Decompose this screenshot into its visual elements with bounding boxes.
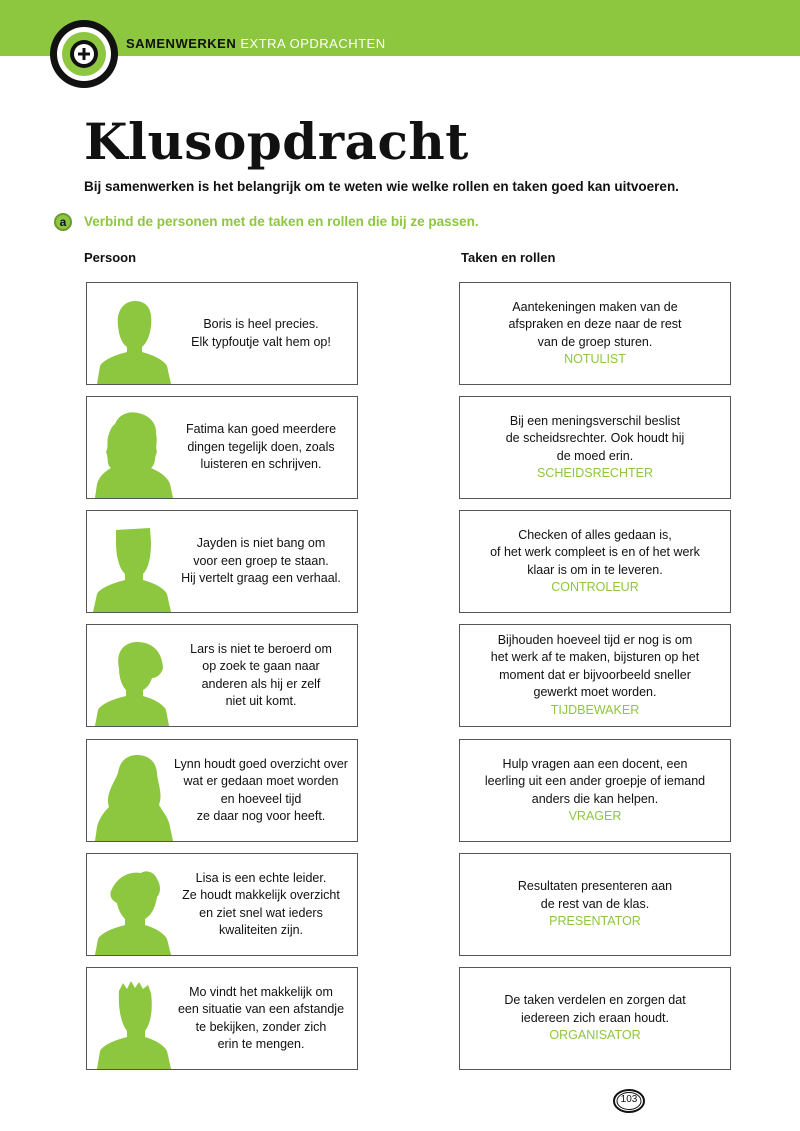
column-heading-person: Persoon [84,250,137,265]
person-card-mo[interactable] [86,967,358,1070]
role-name: TIJDBEWAKER [550,702,640,717]
person-card-lisa[interactable] [86,853,358,956]
person-description: Lynn houdt goed overzicht over wat er gedaan moet worden en hoeveel tijd ze daar nog voor heeft. [174,756,348,823]
person-card-fatima[interactable] [86,396,358,499]
person-description: Lisa is een echte leider. Ze houdt makkelijk overzicht en ziet snel wat ieders kwaliteiten zijn. [182,870,340,937]
role-name: NOTULIST [564,352,626,366]
task-instruction: Verbind de personen met de taken en rollen die bij ze passen. [84,214,479,229]
person-silhouette-icon [91,524,177,612]
header-section: SAMENWERKEN [126,36,237,51]
person-silhouette-icon [91,410,177,498]
role-description: Bij een meningsverschil beslist de scheidsrechter. Ook houdt hij de moed erin. [505,413,685,463]
header-bar [0,0,800,56]
person-card-boris[interactable] [86,282,358,385]
role-name: PRESENTATOR [549,914,641,929]
role-card-vrager[interactable] [459,739,731,842]
role-description: De taken verdelen en zorgen dat iedereen zich eraan houdt. [504,993,686,1025]
person-description: Jayden is niet bang om voor een groep te staan. Hij vertelt graag een verhaal. [181,536,341,586]
header-title [126,36,386,51]
role-description: Aantekeningen maken van de afspraken en deze naar de rest van de groep sturen. [508,299,682,349]
role-card-scheidsrechter[interactable] [459,396,731,499]
task-label-badge: a [54,213,72,231]
plus-icon [48,18,120,90]
role-name: ORGANISATOR [549,1028,641,1043]
role-card-presentator[interactable] [459,853,731,956]
role-card-tijdbewaker[interactable] [459,624,731,727]
person-silhouette-icon [91,753,177,841]
role-description: Hulp vragen aan een docent, een leerling uit een ander groepje of iemand anders die kan helpen. [484,756,706,806]
person-description: Lars is niet te beroerd om op zoek te gaan naar anderen als hij er zelf niet uit komt. [190,641,332,708]
role-card-controleur[interactable] [459,510,731,613]
person-silhouette-icon [91,981,177,1069]
person-card-jayden[interactable] [86,510,358,613]
role-name: CONTROLEUR [551,580,639,594]
page-number [612,1088,646,1114]
person-silhouette-icon [91,638,177,726]
role-description: Resultaten presenteren aan de rest van de klas. [517,879,673,911]
person-description: Fatima kan goed meerdere dingen tegelijk doen, zoals luisteren en schrijven. [185,422,337,472]
person-silhouette-icon [91,867,177,955]
person-description: Boris is heel precies. Elk typfoutje valt hem op! [191,317,331,349]
role-card-notulist[interactable] [459,282,731,385]
role-card-organisator[interactable] [459,967,731,1070]
role-description: Checken of alles gedaan is, of het werk compleet is en of het werk klaar is om in te leveren. [490,527,700,577]
person-card-lars[interactable] [86,624,358,727]
person-silhouette-icon [91,296,177,384]
header-subsection: EXTRA OPDRACHTEN [240,36,386,51]
role-name: VRAGER [568,809,622,823]
role-name: SCHEIDSRECHTER [537,466,653,480]
person-description: Mo vindt het makkelijk om een situatie van een afstandje te bekijken, zonder zich erin te mengen. [177,984,345,1051]
page-title: Klusopdracht [84,112,469,171]
role-description: Bijhouden hoeveel tijd er nog is om het werk af te maken, bijsturen op het moment dat er bijvoorbeeld sneller gewerkt moet worden. [490,632,700,700]
page-number-text: 103 [620,1094,638,1105]
column-heading-tasks: Taken en rollen [461,250,556,265]
intro-text: Bij samenwerken is het belangrijk om te weten wie welke rollen en taken goed kan uitvoeren. [84,179,679,194]
person-card-lynn[interactable] [86,739,358,842]
